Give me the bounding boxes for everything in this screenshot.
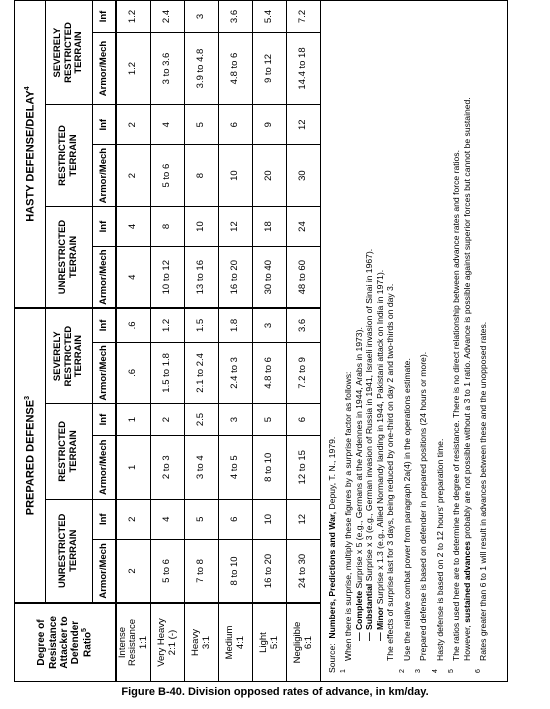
table-cell: 2 xyxy=(116,105,151,145)
table-cell: 7 to 8 xyxy=(185,539,219,603)
table-cell: 12 to 15 xyxy=(287,435,321,499)
table-cell: 12 xyxy=(287,105,321,145)
col-inf-header: Inf xyxy=(93,404,117,436)
table-cell: 1 xyxy=(116,435,151,499)
row-label: Heavy 3:1 xyxy=(185,603,219,681)
table-cell: 2.4 to 3 xyxy=(219,342,253,404)
prepared-defense-header: PREPARED DEFENSE$^3$ xyxy=(15,308,46,603)
table-cell: 1.5 to 1.8 xyxy=(151,342,185,404)
table-cell: 14.4 to 18 xyxy=(287,32,321,104)
table-cell: 3 to 4 xyxy=(185,435,219,499)
row-label: Negligible 6:1 xyxy=(287,603,321,681)
col-armor-header: Armor/Mech xyxy=(93,145,117,207)
table-cell: 4 to 5 xyxy=(219,435,253,499)
table-cell: .6 xyxy=(116,308,151,342)
footnote-6: 6 Rates greater than 6 to 1 will result in advances between these and the unopposed rates. xyxy=(475,321,489,673)
table-cell: 48 to 60 xyxy=(287,247,321,309)
table-row xyxy=(185,1,219,682)
table-cell: 6 xyxy=(219,105,253,145)
table-cell: 2.5 xyxy=(185,404,219,436)
table-cell: 4 xyxy=(116,247,151,309)
table-body xyxy=(116,1,321,682)
footnote-4: 4 Hasty defense is based on 2 to 12 hours' preparation time. xyxy=(431,438,445,673)
table-cell: 10 xyxy=(253,499,287,539)
hasty-restricted-header: RESTRICTED TERRAIN xyxy=(46,105,93,207)
table-cell: 10 to 12 xyxy=(151,247,185,309)
degree-header: Degree of Resistance Attacker to Defender Ratio$^5$ xyxy=(15,603,117,681)
table-cell: 3.6 xyxy=(287,308,321,342)
table-cell: 5.4 xyxy=(253,1,287,33)
table-cell: 9 xyxy=(253,105,287,145)
table-cell: 1.2 xyxy=(151,308,185,342)
footnote-1: 1 When there is surprise, multiply these figures by a surprise factor as follows: — Complete Surprise x 5 (e.g., Germans at the Ardennes in 1944, Arabs in 1973). — Substantial Surprise x 3 (e.g., German invasion of Russia in 1941, Israeli invasion of Sinai in 1967). — Minor Surprise x 1.3 (e.g., Allied Normandy landing in 1944, Pakistani attack on India in 1971). The effects of surprise last for 3 days, being reduced by one-third on day 2 and two-thirds on day 3. xyxy=(340,248,396,673)
table-row xyxy=(151,1,185,682)
col-inf-header: Inf xyxy=(93,308,117,342)
footnotes xyxy=(321,0,508,682)
col-inf-header: Inf xyxy=(93,206,117,246)
footnote-5: 5 The ratios used here are to determine the degree of resistance. There is no direct relationship between advance rates and force ratios. However, sustained advances probably are not possible without a 3 to 1 ratio. Advance is possible against superior forces but cannot be sustained. xyxy=(448,97,472,673)
hasty-severely-header: SEVERELY RESTRICTED TERRAIN xyxy=(46,1,93,105)
footnote-3: 3 Prepared defense is based on defender in prepared positions (24 hours or more). xyxy=(415,351,429,673)
table-cell: 6 xyxy=(219,499,253,539)
source-note: Source: Numbers, Predictions and War, Depuy, T. N., 1979. xyxy=(327,436,337,673)
table-cell: 1.5 xyxy=(185,308,219,342)
table-cell: 1.2 xyxy=(116,32,151,104)
table-cell: 7.2 to 9 xyxy=(287,342,321,404)
table-cell: 30 xyxy=(287,145,321,207)
table-cell: 3.6 xyxy=(219,1,253,33)
table-cell: 8 xyxy=(151,206,185,246)
table-cell: 5 xyxy=(185,105,219,145)
table-cell: 9 to 12 xyxy=(253,32,287,104)
table-cell: 16 to 20 xyxy=(219,247,253,309)
advance-rates-table xyxy=(14,0,321,682)
table-row xyxy=(253,1,287,682)
col-armor-header: Armor/Mech xyxy=(93,247,117,309)
row-label: Medium 4:1 xyxy=(219,603,253,681)
table-cell: 2.1 to 2.4 xyxy=(185,342,219,404)
table-cell: 16 to 20 xyxy=(253,539,287,603)
table-cell: 8 to 10 xyxy=(253,435,287,499)
table-row xyxy=(287,1,321,682)
table-cell: 4.8 to 6 xyxy=(253,342,287,404)
table-cell: 12 xyxy=(287,499,321,539)
table-cell: 20 xyxy=(253,145,287,207)
table-cell: 1.8 xyxy=(219,308,253,342)
figure-caption: Figure B-40. Division opposed rates of advance, in km/day. xyxy=(121,686,429,698)
table-cell: 13 to 16 xyxy=(185,247,219,309)
table-cell: 3 xyxy=(185,1,219,33)
col-armor-header: Armor/Mech xyxy=(93,435,117,499)
table-row xyxy=(219,1,253,682)
table-row xyxy=(116,1,151,682)
table-cell: .6 xyxy=(116,342,151,404)
table-cell: 10 xyxy=(185,206,219,246)
table-cell: 6 xyxy=(287,404,321,436)
table-cell: 5 xyxy=(185,499,219,539)
footnote-2: 2 Use the relative combat power from paragraph 2a(4) in the operations estimate. xyxy=(398,358,412,673)
table-cell: 3.9 to 4.8 xyxy=(185,32,219,104)
table-cell: 10 xyxy=(219,145,253,207)
table-cell: 8 to 10 xyxy=(219,539,253,603)
table-cell: 12 xyxy=(219,206,253,246)
table-cell: 2 xyxy=(151,404,185,436)
table-cell: 2 xyxy=(116,145,151,207)
rotated-page xyxy=(14,0,540,682)
table-cell: 3 to 3.6 xyxy=(151,32,185,104)
row-label: Light 5:1 xyxy=(253,603,287,681)
table-cell: 1.2 xyxy=(116,1,151,33)
row-label: Intense Resistance 1:1 xyxy=(116,603,151,681)
prepared-severely-header: SEVERELY RESTRICTED TERRAIN xyxy=(46,308,93,403)
prepared-restricted-header: RESTRICTED TERRAIN xyxy=(46,404,93,499)
table-cell: 5 to 6 xyxy=(151,539,185,603)
table-cell: 1 xyxy=(116,404,151,436)
table-cell: 5 xyxy=(253,404,287,436)
table-cell: 24 to 30 xyxy=(287,539,321,603)
table-cell: 18 xyxy=(253,206,287,246)
col-armor-header: Armor/Mech xyxy=(93,539,117,603)
table-cell: 30 to 40 xyxy=(253,247,287,309)
table-cell: 4 xyxy=(116,206,151,246)
table-cell: 4 xyxy=(151,105,185,145)
table-cell: 2 to 3 xyxy=(151,435,185,499)
table-cell: 2 xyxy=(116,539,151,603)
table-cell: 5 to 6 xyxy=(151,145,185,207)
table-cell: 2 xyxy=(116,499,151,539)
row-label: Very Heavy 2:1 (-) xyxy=(151,603,185,681)
table-cell: 24 xyxy=(287,206,321,246)
hasty-unrestricted-header: UNRESTRICTED TERRAIN xyxy=(46,206,93,308)
col-inf-header: Inf xyxy=(93,499,117,539)
hasty-defense-header: HASTY DEFENSE/DELAY$^4$ xyxy=(15,1,46,309)
col-inf-header: Inf xyxy=(93,105,117,145)
col-inf-header: Inf xyxy=(93,1,117,33)
table-cell: 4 xyxy=(151,499,185,539)
table-cell: 7.2 xyxy=(287,1,321,33)
table-cell: 2.4 xyxy=(151,1,185,33)
table-cell: 4.8 to 6 xyxy=(219,32,253,104)
col-armor-header: Armor/Mech xyxy=(93,32,117,104)
prepared-unrestricted-header: UNRESTRICTED TERRAIN xyxy=(46,499,93,603)
table-cell: 3 xyxy=(219,404,253,436)
col-armor-header: Armor/Mech xyxy=(93,342,117,404)
table-cell: 3 xyxy=(253,308,287,342)
table-cell: 8 xyxy=(185,145,219,207)
